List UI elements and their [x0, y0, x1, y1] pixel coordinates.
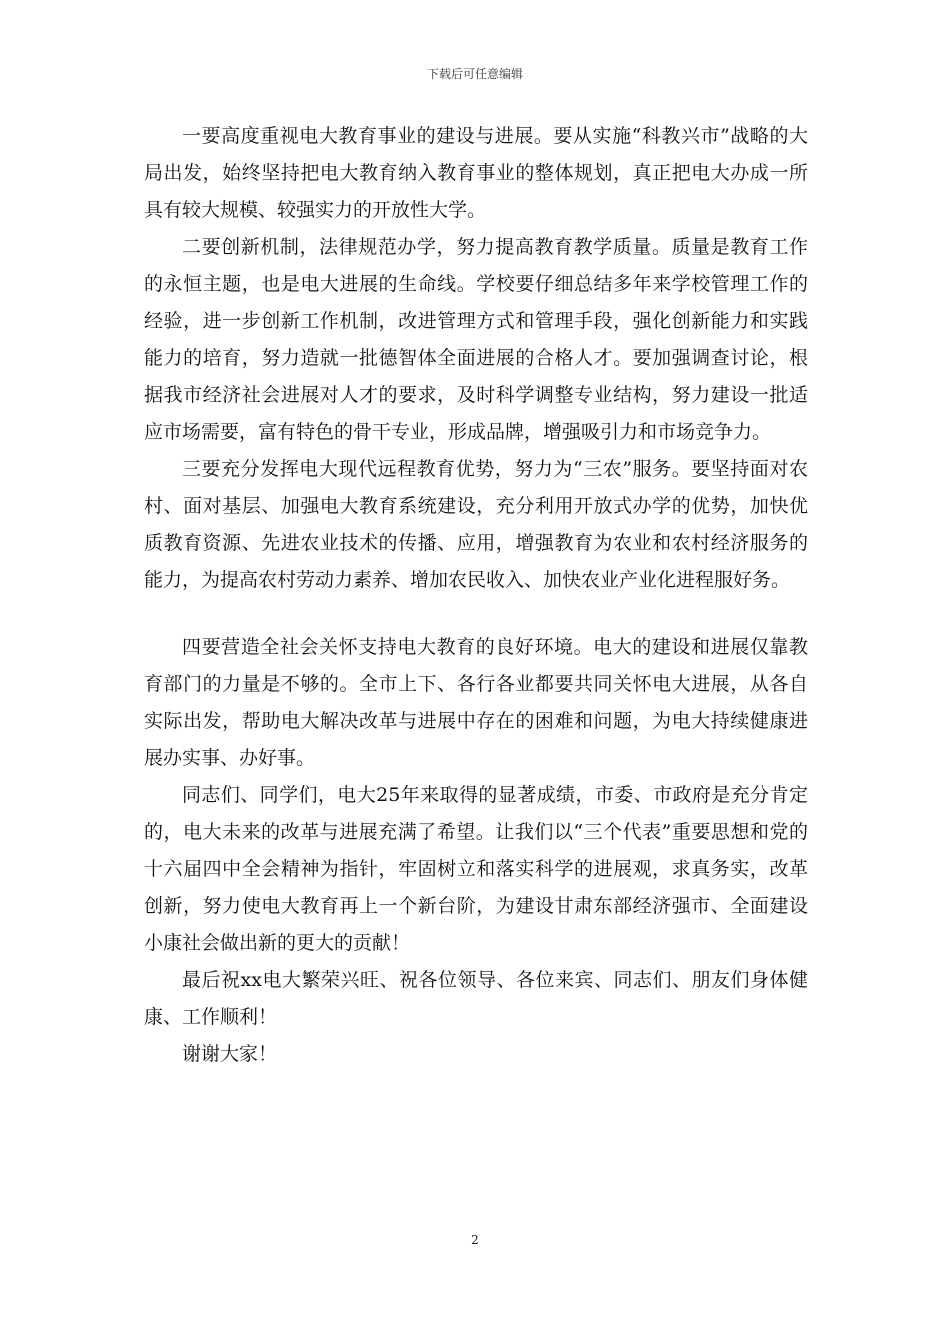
- page-header: 下载后可任意编辑: [426, 67, 523, 81]
- document-body: [144, 118, 808, 1073]
- paragraph-3: 三要充分发挥电大现代远程教育优势，努力为“三农”服务。要坚持面对农村、面对基层、加强电大教育系统建设，充分利用开放式办学的优势，加快优质教育资源、先进农业技术的传播、应用，增强教育为农业和农村经济服务的能力，为提高农村劳动力素养、增加农民收入、加快农业产业化进程服好务。: [144, 458, 808, 591]
- paragraph-2: 二要创新机制，法律规范办学，努力提高教育教学质量。质量是教育工作的永恒主题，也是电大进展的生命线。学校要仔细总结多年来学校管理工作的经验，进一步创新工作机制，改进管理方式和管理手段，强化创新能力和实践能力的培育，努力造就一批德智体全面进展的合格人才。要加强调查讨论，根据我市经济社会进展对人才的要求，及时科学调整专业结构，努力建设一批适应市场需要，富有特色的骨干专业，形成品牌，增强吸引力和市场竞争力。: [144, 236, 808, 443]
- page-number: 2: [471, 1233, 479, 1247]
- paragraph-4: 四要营造全社会关怀支持电大教育的良好环境。电大的建设和进展仅靠教育部门的力量是不够的。全市上下、各行各业都要共同关怀电大进展，从各自实际出发，帮助电大解决改革与进展中存在的困难和问题，为电大持续健康进展办实事、办好事。: [144, 636, 808, 769]
- paragraph-1: 一要高度重视电大教育事业的建设与进展。要从实施“科教兴市”战略的大局出发，始终坚持把电大教育纳入教育事业的整体规划，真正把电大办成一所具有较大规模、较强实力的开放性大学。: [144, 125, 808, 221]
- paragraph-7: 谢谢大家！: [182, 1043, 278, 1065]
- paragraph-6: 最后祝xx电大繁荣兴旺、祝各位领导、各位来宾、同志们、朋友们身体健康、工作顺利！: [144, 969, 808, 1028]
- paragraph-5: 同志们、同学们，电大25年来取得的显著成绩，市委、市政府是充分肯定的，电大未来的改革与进展充满了希望。让我们以“三个代表”重要思想和党的十六届四中全会精神为指针，牢固树立和落实科学的进展观，求真务实，改革创新，努力使电大教育再上一个新台阶，为建设甘肃东部经济强市、全面建设小康社会做出新的更大的贡献！: [144, 784, 808, 954]
